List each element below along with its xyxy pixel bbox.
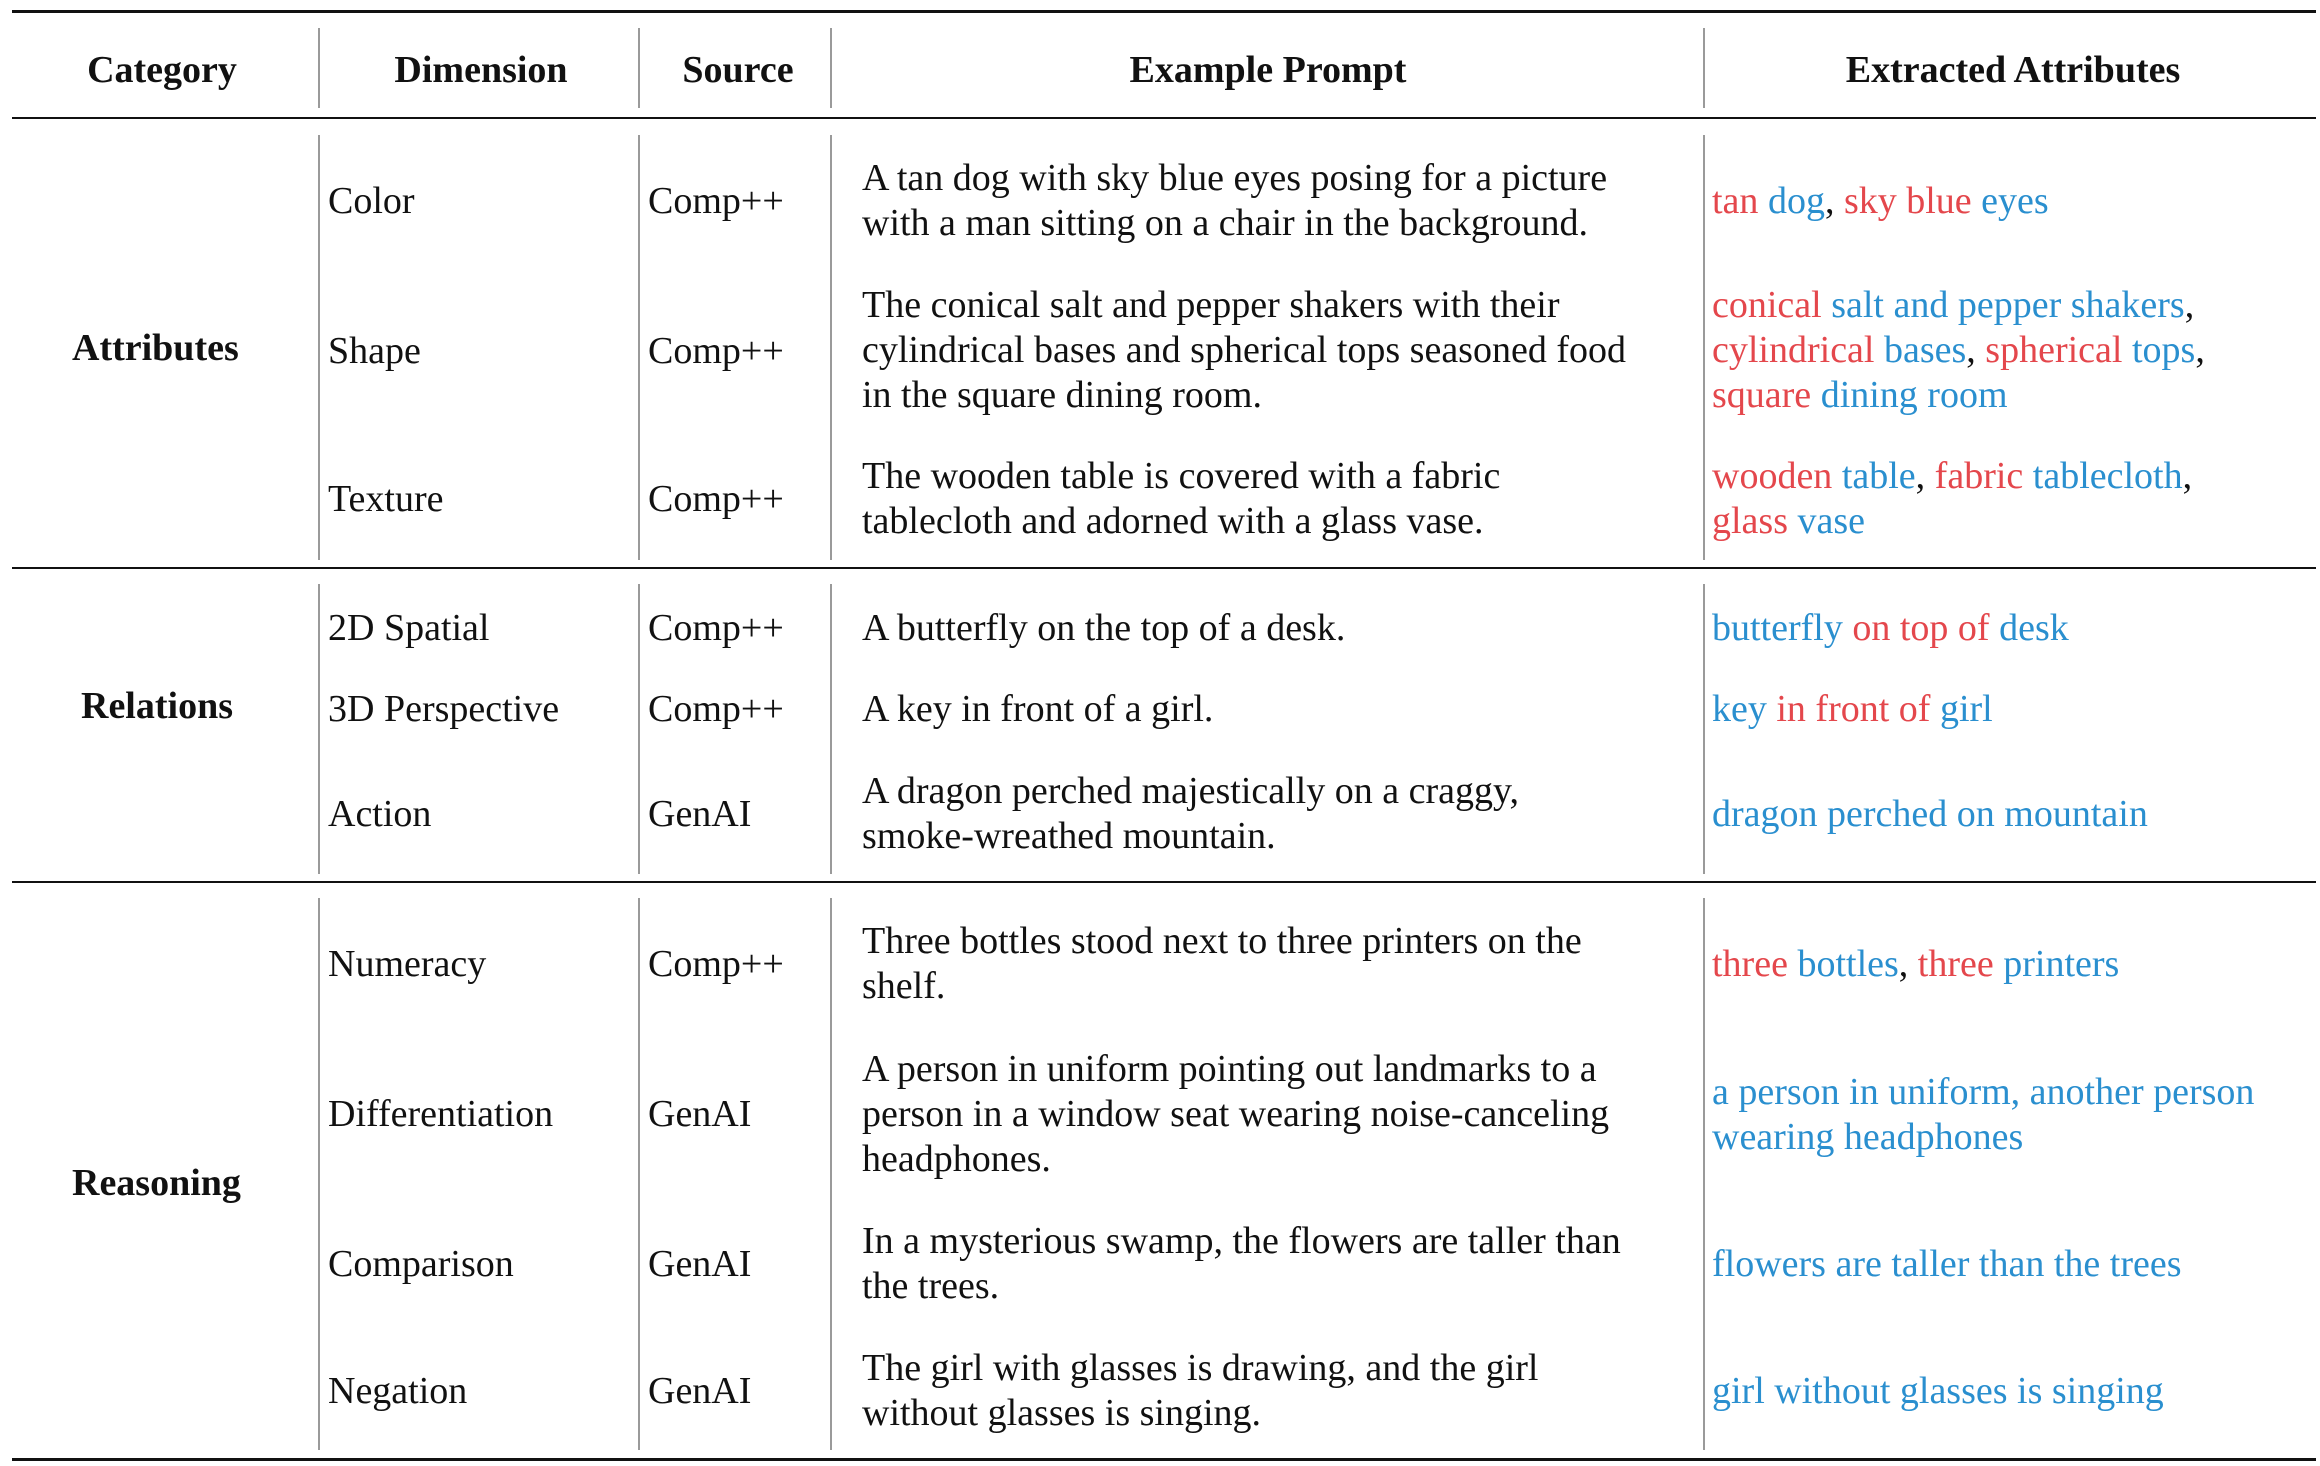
column-divider bbox=[830, 898, 832, 1450]
section-rule-1 bbox=[12, 567, 2316, 569]
dimension-cell: Action bbox=[328, 793, 432, 835]
source-cell: GenAI bbox=[648, 1243, 752, 1285]
column-divider bbox=[318, 584, 320, 874]
prompt-line: shelf. bbox=[862, 965, 946, 1007]
column-divider bbox=[638, 28, 640, 108]
separator: , bbox=[1915, 455, 1935, 497]
prompt-cell bbox=[862, 454, 1500, 544]
source-cell: Comp++ bbox=[648, 478, 784, 520]
attribute-term: tan bbox=[1712, 180, 1759, 222]
attribute-line bbox=[1712, 942, 2119, 987]
column-divider bbox=[638, 898, 640, 1450]
attribute-term: square bbox=[1712, 374, 1812, 416]
object-term: desk bbox=[1989, 607, 2069, 649]
object-term: flowers are taller than the trees bbox=[1712, 1243, 2182, 1285]
prompt-cell bbox=[862, 769, 1519, 859]
object-term: printers bbox=[1993, 943, 2120, 985]
attributes-cell bbox=[1712, 1070, 2254, 1160]
top-rule bbox=[12, 10, 2316, 13]
attribute-line bbox=[1712, 1070, 2254, 1115]
column-divider bbox=[1703, 28, 1705, 108]
attribute-line bbox=[1712, 454, 2192, 499]
header-example-prompt: Example Prompt bbox=[1129, 49, 1407, 91]
dimension-cell: 3D Perspective bbox=[328, 688, 560, 730]
attribute-term: three bbox=[1917, 943, 1994, 985]
prompt-cell bbox=[862, 156, 1607, 246]
prompt-line: headphones. bbox=[862, 1138, 1051, 1180]
prompt-line: The conical salt and pepper shakers with their bbox=[862, 284, 1560, 326]
prompt-line: cylindrical bases and spherical tops seasoned food bbox=[862, 329, 1626, 371]
column-divider bbox=[830, 135, 832, 560]
prompt-line: tablecloth and adorned with a glass vase. bbox=[862, 500, 1484, 542]
attributes-cell bbox=[1712, 687, 1993, 732]
prompt-line: In a mysterious swamp, the flowers are taller than bbox=[862, 1220, 1621, 1262]
column-divider bbox=[638, 584, 640, 874]
attribute-term: fabric bbox=[1934, 455, 2024, 497]
attributes-cell bbox=[1712, 606, 2069, 651]
dimension-cell: Color bbox=[328, 180, 415, 222]
separator: , bbox=[1824, 180, 1844, 222]
source-cell: Comp++ bbox=[648, 330, 784, 372]
attribute-line bbox=[1712, 283, 2205, 328]
prompt-line: A tan dog with sky blue eyes posing for a picture bbox=[862, 157, 1608, 199]
object-term: dining room bbox=[1811, 374, 2008, 416]
section-rule-2 bbox=[12, 881, 2316, 883]
object-term: butterfly bbox=[1712, 607, 1843, 649]
dimension-cell: Comparison bbox=[328, 1243, 514, 1285]
separator: , bbox=[1898, 943, 1918, 985]
attribute-line bbox=[1712, 687, 1993, 732]
attributes-cell bbox=[1712, 1242, 2182, 1287]
prompt-line: A person in uniform pointing out landmarks to a bbox=[862, 1048, 1597, 1090]
attribute-line bbox=[1712, 499, 2192, 544]
attribute-term: glass bbox=[1712, 500, 1788, 542]
prompt-line: The wooden table is covered with a fabric bbox=[862, 455, 1501, 497]
bottom-rule bbox=[12, 1458, 2316, 1461]
attributes-cell bbox=[1712, 179, 2049, 224]
prompt-line: with a man sitting on a chair in the background. bbox=[862, 202, 1589, 244]
source-cell: GenAI bbox=[648, 793, 752, 835]
prompt-cell bbox=[862, 919, 1582, 1009]
prompt-line: smoke-wreathed mountain. bbox=[862, 815, 1276, 857]
prompt-line: A key in front of a girl. bbox=[862, 688, 1214, 730]
category-reasoning: Reasoning bbox=[72, 1162, 241, 1204]
category-relations: Relations bbox=[81, 685, 233, 727]
dimension-cell: 2D Spatial bbox=[328, 607, 490, 649]
object-term: girl bbox=[1930, 688, 1993, 730]
object-term: bases bbox=[1874, 329, 1967, 371]
column-divider bbox=[1703, 584, 1705, 874]
source-cell: Comp++ bbox=[648, 943, 784, 985]
object-term: table bbox=[1832, 455, 1916, 497]
separator: , bbox=[2184, 284, 2195, 326]
header-rule bbox=[12, 117, 2316, 119]
object-term: eyes bbox=[1971, 180, 2049, 222]
separator: , bbox=[2182, 455, 2193, 497]
dimension-cell: Shape bbox=[328, 330, 421, 372]
attribute-line bbox=[1712, 1115, 2254, 1160]
separator: , bbox=[2195, 329, 2205, 371]
attribute-term: sky blue bbox=[1843, 180, 1972, 222]
prompt-cell bbox=[862, 1047, 1609, 1182]
attribute-line bbox=[1712, 373, 2205, 418]
source-cell: GenAI bbox=[648, 1370, 752, 1412]
attribute-line bbox=[1712, 179, 2049, 224]
source-cell: Comp++ bbox=[648, 180, 784, 222]
prompt-line: A butterfly on the top of a desk. bbox=[862, 607, 1346, 649]
column-divider bbox=[638, 135, 640, 560]
attribute-term: in front of bbox=[1766, 688, 1931, 730]
object-term: bottles bbox=[1787, 943, 1899, 985]
object-term: salt and pepper shakers bbox=[1821, 284, 2185, 326]
header-extracted-attributes: Extracted Attributes bbox=[1845, 49, 2181, 91]
prompt-line: A dragon perched majestically on a craggy, bbox=[862, 770, 1520, 812]
attribute-term: cylindrical bbox=[1712, 329, 1875, 371]
attribute-line bbox=[1712, 606, 2069, 651]
source-cell: Comp++ bbox=[648, 688, 784, 730]
attribute-line bbox=[1712, 1369, 2164, 1414]
object-term: vase bbox=[1788, 500, 1866, 542]
column-divider bbox=[830, 28, 832, 108]
category-attributes: Attributes bbox=[72, 327, 239, 369]
prompt-cell bbox=[862, 1219, 1621, 1309]
attribute-term: conical bbox=[1712, 284, 1822, 326]
attribute-term: three bbox=[1712, 943, 1788, 985]
column-divider bbox=[318, 135, 320, 560]
object-term: dragon perched on mountain bbox=[1712, 793, 2148, 835]
prompt-line: in the square dining room. bbox=[862, 374, 1262, 416]
column-divider bbox=[318, 898, 320, 1450]
source-cell: Comp++ bbox=[648, 607, 784, 649]
object-term: a person in uniform, another person bbox=[1712, 1071, 2255, 1113]
object-term: dog bbox=[1758, 180, 1825, 222]
column-divider bbox=[318, 28, 320, 108]
attribute-line bbox=[1712, 792, 2148, 837]
object-term: tops bbox=[2122, 329, 2196, 371]
source-cell: GenAI bbox=[648, 1093, 752, 1135]
dimension-cell: Differentiation bbox=[328, 1093, 554, 1135]
attributes-cell bbox=[1712, 454, 2192, 544]
prompt-cell bbox=[862, 606, 1345, 651]
attributes-cell bbox=[1712, 942, 2119, 987]
attributes-cell bbox=[1712, 792, 2148, 837]
prompt-line: person in a window seat wearing noise-canceling bbox=[862, 1093, 1610, 1135]
prompt-cell bbox=[862, 1346, 1539, 1436]
dimension-cell: Texture bbox=[328, 478, 444, 520]
separator: , bbox=[1966, 329, 1986, 371]
object-term: wearing headphones bbox=[1712, 1116, 2024, 1158]
object-term: girl without glasses is singing bbox=[1712, 1370, 2164, 1412]
prompt-line: Three bottles stood next to three printers on the bbox=[862, 920, 1582, 962]
attribute-term: wooden bbox=[1712, 455, 1833, 497]
object-term: key bbox=[1712, 688, 1767, 730]
dimension-cell: Negation bbox=[328, 1370, 468, 1412]
object-term: tablecloth bbox=[2023, 455, 2183, 497]
attribute-term: on top of bbox=[1842, 607, 1990, 649]
header-category: Category bbox=[87, 49, 237, 91]
prompt-cell bbox=[862, 283, 1626, 418]
attributes-cell bbox=[1712, 1369, 2164, 1414]
prompt-line: without glasses is singing. bbox=[862, 1392, 1262, 1434]
column-divider bbox=[1703, 898, 1705, 1450]
column-divider bbox=[1703, 135, 1705, 560]
attribute-line bbox=[1712, 328, 2205, 373]
prompt-line: The girl with glasses is drawing, and the girl bbox=[862, 1347, 1539, 1389]
header-dimension: Dimension bbox=[394, 49, 568, 91]
attribute-line bbox=[1712, 1242, 2182, 1287]
prompt-cell bbox=[862, 687, 1213, 732]
dimension-cell: Numeracy bbox=[328, 943, 487, 985]
column-divider bbox=[830, 584, 832, 874]
attribute-term: spherical bbox=[1985, 329, 2123, 371]
attributes-cell bbox=[1712, 283, 2205, 418]
prompt-line: the trees. bbox=[862, 1265, 1000, 1307]
header-source: Source bbox=[682, 49, 794, 91]
